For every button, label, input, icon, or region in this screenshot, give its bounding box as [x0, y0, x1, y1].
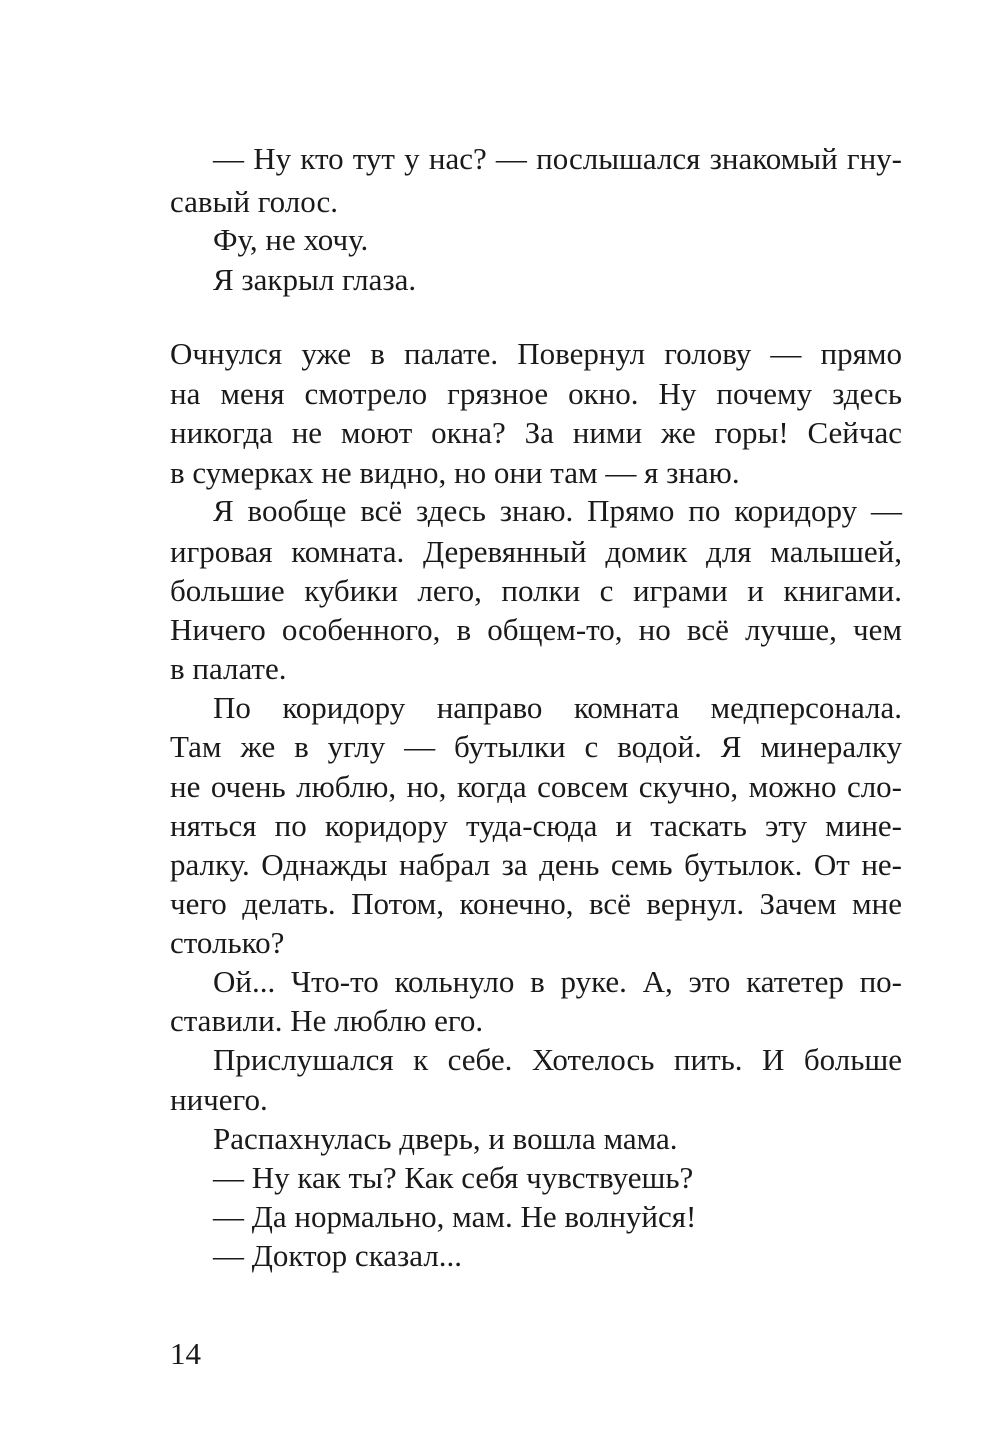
- text-line: Фу, не хочу.: [213, 222, 369, 257]
- text-line: в палате.: [170, 651, 287, 686]
- text-line: в сумерках не видно, но они там — я знаю.: [170, 455, 740, 490]
- text-line: Распахнулась дверь, и вошла мама.: [213, 1121, 678, 1156]
- text-line: — Да нормально, мам. Не волнуйся!: [213, 1199, 697, 1234]
- text-line: — Ну кто тут у нас? — послышался знакомый гну-: [213, 141, 902, 176]
- text-line: По коридору направо комната медперсонала.: [213, 690, 902, 725]
- text-line: на меня смотрело грязное окно. Ну почему здесь: [170, 376, 902, 411]
- text-line: Я закрыл глаза.: [213, 262, 417, 297]
- text-line: игровая комната. Деревянный домик для малышей,: [170, 534, 902, 569]
- text-line: ралку. Однажды набрал за день семь бутылок. От не-: [170, 847, 902, 882]
- text-line: савый голос.: [170, 184, 338, 219]
- text-line: столько?: [170, 925, 285, 960]
- text-line: — Ну как ты? Как себя чувствуешь?: [213, 1160, 694, 1195]
- text-line: не очень люблю, но, когда совсем скучно, можно сло-: [170, 769, 902, 804]
- text-line: Очнулся уже в палате. Повернул голову — прямо: [170, 336, 902, 371]
- text-line: большие кубики лего, полки с играми и книгами.: [170, 573, 902, 608]
- text-line: — Доктор сказал...: [213, 1238, 463, 1273]
- text-line: Я вообще всё здесь знаю. Прямо по коридору —: [213, 493, 902, 528]
- text-line: ставили. Не люблю его.: [170, 1003, 484, 1038]
- text-line: чего делать. Потом, конечно, всё вернул. Зачем мне: [170, 886, 902, 921]
- page-number: 14: [170, 1336, 201, 1371]
- text-line: Там же в углу — бутылки с водой. Я минералку: [170, 729, 902, 764]
- text-line: ничего.: [170, 1082, 268, 1117]
- text-line: никогда не моют окна? За ними же горы! Сейчас: [170, 415, 902, 450]
- text-line: няться по коридору туда-сюда и таскать эту мине-: [170, 808, 902, 843]
- text-line: Прислушался к себе. Хотелось пить. И больше: [213, 1042, 902, 1077]
- text-line: Ничего особенного, в общем-то, но всё лучше, чем: [170, 612, 902, 647]
- text-line: Ой... Что-то кольнуло в руке. А, это катетер по-: [213, 964, 902, 999]
